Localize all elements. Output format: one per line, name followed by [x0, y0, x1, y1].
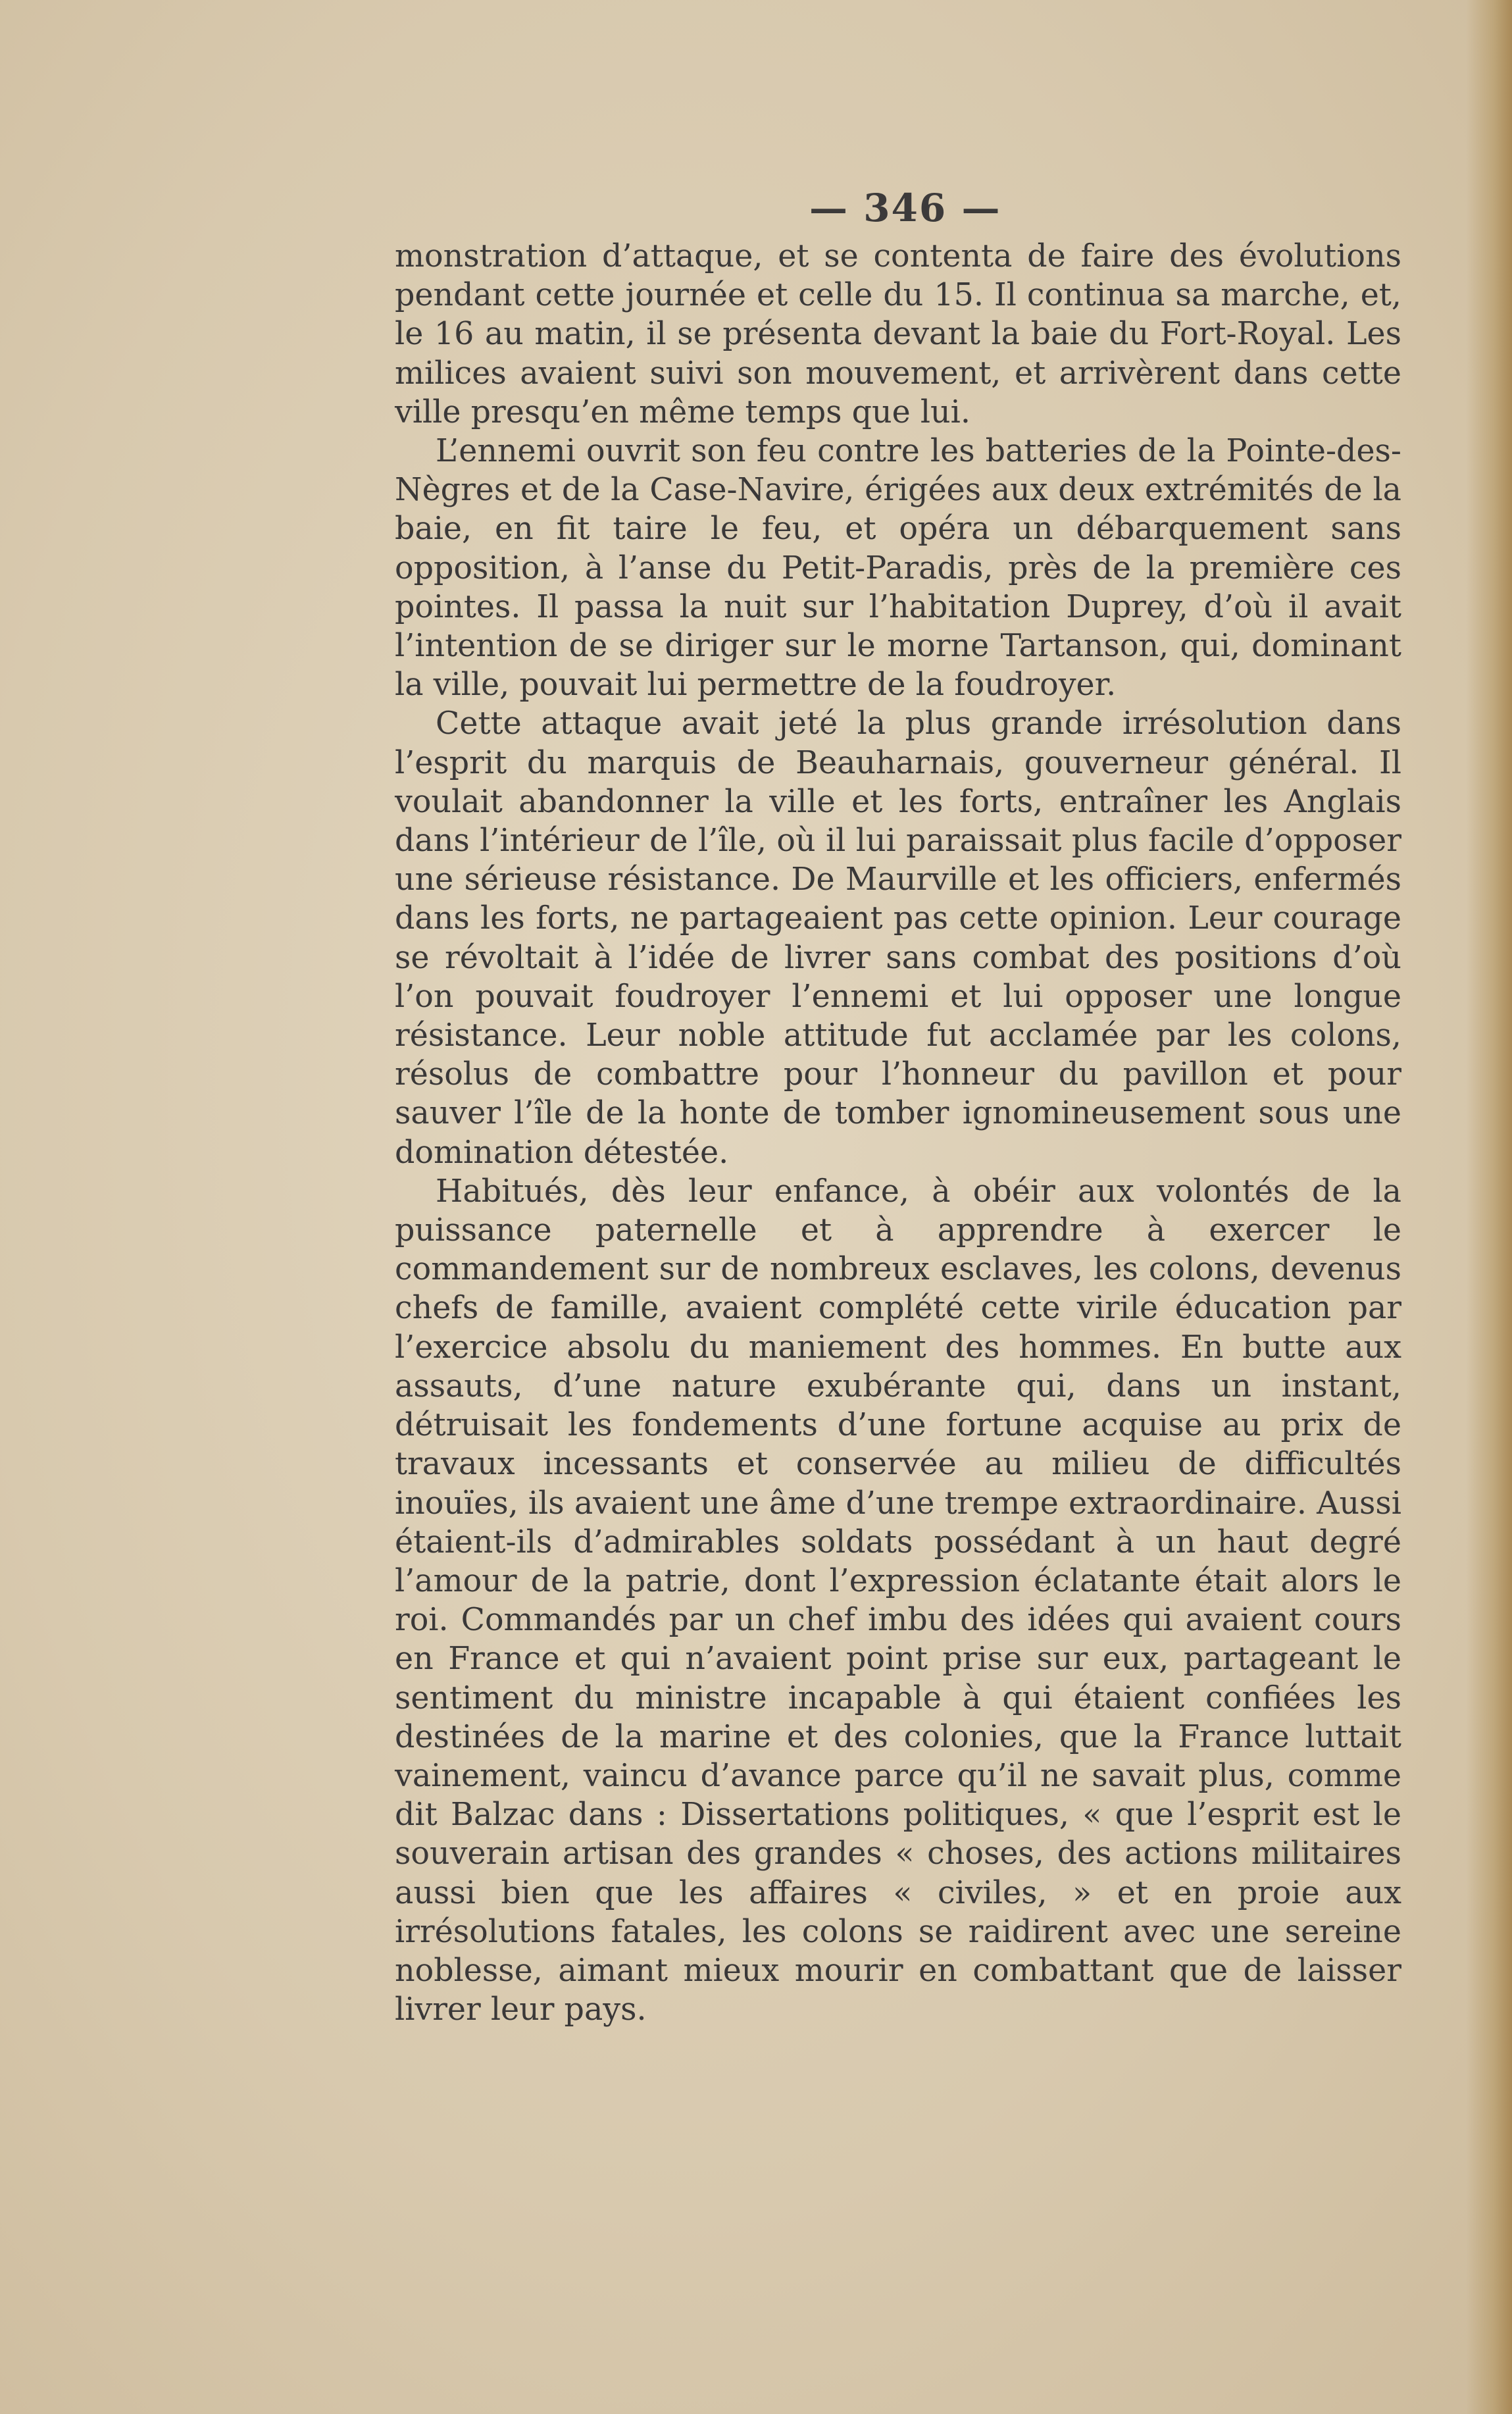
- paragraph-4: Habitués, dès leur enfance, à obéir aux volontés de la puissance paternelle et à apprendre à exercer le commandement sur de nombreux esclaves, les colons, devenus chefs de famille, avaient complété cette virile éducation par l’exercice absolu du maniement des hommes. En butte aux assauts, d’une nature exubérante qui, dans un instant, détruisait les fondements d’une fortune acquise au prix de travaux incessants et conservée au milieu de difficultés inouïes, ils avaient une âme d’une trempe extraordinaire. Aussi étaient-ils d’admirables soldats possédant à un haut degré l’amour de la patrie, dont l’expression éclatante était alors le roi. Commandés par un chef imbu des idées qui avaient cours en France et qui n’avaient point prise sur eux, partageant le sentiment du ministre incapable à qui étaient confiées les destinées de la marine et des colonies, que la France luttait vainement, vaincu d’avance parce qu’il ne savait plus, comme dit Balzac dans : Dissertations politiques, « que l’esprit est le souverain artisan des grandes « choses, des actions militaires aussi bien que les affaires « civiles, » et en proie aux irrésolutions fatales, les colons se raidirent avec une sereine noblesse, aimant mieux mourir en combattant que de laisser livrer leur pays.: [395, 1173, 1401, 2028]
- page-edge-shadow: [1466, 0, 1512, 2414]
- page-number: — 346 —: [809, 186, 1001, 230]
- paragraph-1: monstration d’attaque, et se contenta de faire des évolutions pendant cette journée et celle du 15. Il continua sa marche, et, le 16 au matin, il se présenta devant la baie du Fort-Royal. Les milices avaient suivi son mouvement, et arrivèrent dans cette ville presqu’en même temps que lui.: [395, 238, 1401, 430]
- body-text: [395, 237, 1401, 2029]
- paragraph-3: Cette attaque avait jeté la plus grande irrésolution dans l’esprit du marquis de Beauharnais, gouverneur général. Il voulait abandonner la ville et les forts, entraîner les Anglais dans l’intérieur de l’île, où il lui paraissait plus facile d’opposer une sérieuse résistance. De Maurville et les officiers, enfermés dans les forts, ne partageaient pas cette opinion. Leur courage se révoltait à l’idée de livrer sans combat des positions d’où l’on pouvait foudroyer l’ennemi et lui opposer une longue résistance. Leur noble attitude fut acclamée par les colons, résolus de combattre pour l’honneur du pavillon et pour sauver l’île de la honte de tomber ignomineusement sous une domination détestée.: [395, 706, 1401, 1171]
- paragraph-2: L’ennemi ouvrit son feu contre les batteries de la Pointe-des-Nègres et de la Case-Navire, érigées aux deux extrémités de la baie, en fit taire le feu, et opéra un débarquement sans opposition, à l’anse du Petit-Paradis, près de la première ces pointes. Il passa la nuit sur l’habitation Duprey, d’où il avait l’intention de se diriger sur le morne Tartanson, qui, dominant la ville, pouvait lui permettre de la foudroyer.: [395, 433, 1401, 704]
